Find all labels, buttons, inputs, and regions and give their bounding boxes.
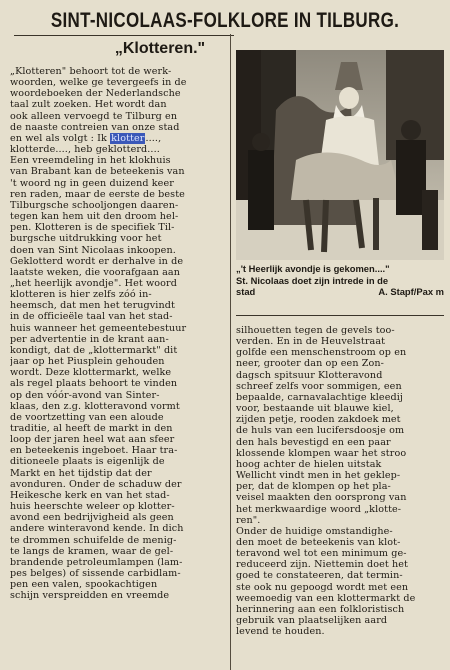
selected-word[interactable]: klotter <box>111 132 145 144</box>
caption-line-2: St. Nicolaas doet zijn intrede in de <box>236 274 389 286</box>
caption-stad: stad <box>236 286 256 297</box>
photo-illustration <box>236 50 444 260</box>
caption-rule <box>236 315 444 316</box>
photo-credit: A. Stapf/Pax m <box>378 286 444 297</box>
article-text-part1: „Klotteren" behoort tot de werk- woorden, welke ge tevergeefs in de woordeboeken der Nederlandsche taal zult zoeken. Het wordt dan ook alleen vervoegd te Tilburg en de naaste contreien van onze stad en wel als volgt : Ik <box>10 66 187 144</box>
caption-line-3 <box>236 286 444 298</box>
article-subtitle: „Klotteren." <box>114 40 206 57</box>
headline-rule <box>14 35 234 36</box>
column-divider <box>230 34 231 670</box>
headline: SINT-NICOLAAS-FOLKLORE IN TILBURG. <box>50 8 400 32</box>
article-column-left <box>10 66 226 670</box>
article-column-right: silhouetten tegen de gevels too- verden. En in de Heuvelstraat golfde een menschenstroom op en neer, grooter dan op een Zon- dagsch spitsuur Klotteravond schreef zelfs voor sommigen, een bepaalde, carnavalachtige kleedij voor, bestaande uit blauwe kiel, zijden petje, rooden zakdoek met de huls van een lucifersdoosje om den hals bevestigd en een paar klossende klompen waar het stroo hoog achter de hielen uitstak Wellicht vindt men in het geklep- per, dat de klompen op het pla- veisel maakten den oorsprong van het merkwaardige woord „klotte- ren". Onder de huidige omstandighe- den moet de beteekenis van klot- teravond wel tot een minimum ge- reduceerd zijn. Niettemin doet het goed te constateeren, dat termin- ste ook nu gepoogd wordt met een weemoedig van een klottermarkt de herinnering aan een folkloristisch gebruik van plaatselijken aard levend te houden. <box>236 325 416 638</box>
caption-line-1: „'t Heerlijk avondje is gekomen...." <box>236 263 390 274</box>
article-text-part2: ...., klotterde...., heb geklotterd.... Een vreemdeling in het klokhuis van Brabant kan de beteekenis van 't woord ng in geen duizend keer ren raden, maar de eerste de beste Tilburgsche schooljongen daaren- tegen kan hem uit den droom hel- pen. Klotteren is de specifiek Til- burgsche uitdrukking voor het doen van Sint Nicolaas inkoopen. Geklotterd wordt er derhalve in de laatste weken, die voorafgaan aan „het heerlijk avondje". Het woord klotteren is hier zelfs zóó in- heemsch, dat men het terugvindt in de officieële taal van het stad- huis wanneer het gemeentebestuur per advertentie in de krant aan- kondigt, dat de „klottermarkt" dit jaar op het Piusplein gehouden wordt. Deze klottermarkt, welke als regel plaats behoort te vinden op den vóór-avond van Sinter- klaas, den z.g. klotteravond vormt de voortzetting van een aloude traditie, al heeft de markt in den loop der jaren heel wat aan sfeer en beteekenis ingeboet. Haar tra- ditioneele plaats is eigenlijk de Markt en het tijdstip dat der avonduren. Onder de schaduw der Heikesche kerk en van het stad- huis heerschte weleer op klotter- avond een bedrijvigheid als geen andere winteravond kende. In dich te drommen schuifelde de menig- te langs de kramen, waar de gel- brandende petroleumlampen (lam- pes belges) of sissende carbidlam- pen een valen, spookachtigen schijn verspreidden en vreemde <box>10 132 187 602</box>
photo-sinterklaas-procession <box>236 50 444 260</box>
photo-caption <box>236 263 444 298</box>
